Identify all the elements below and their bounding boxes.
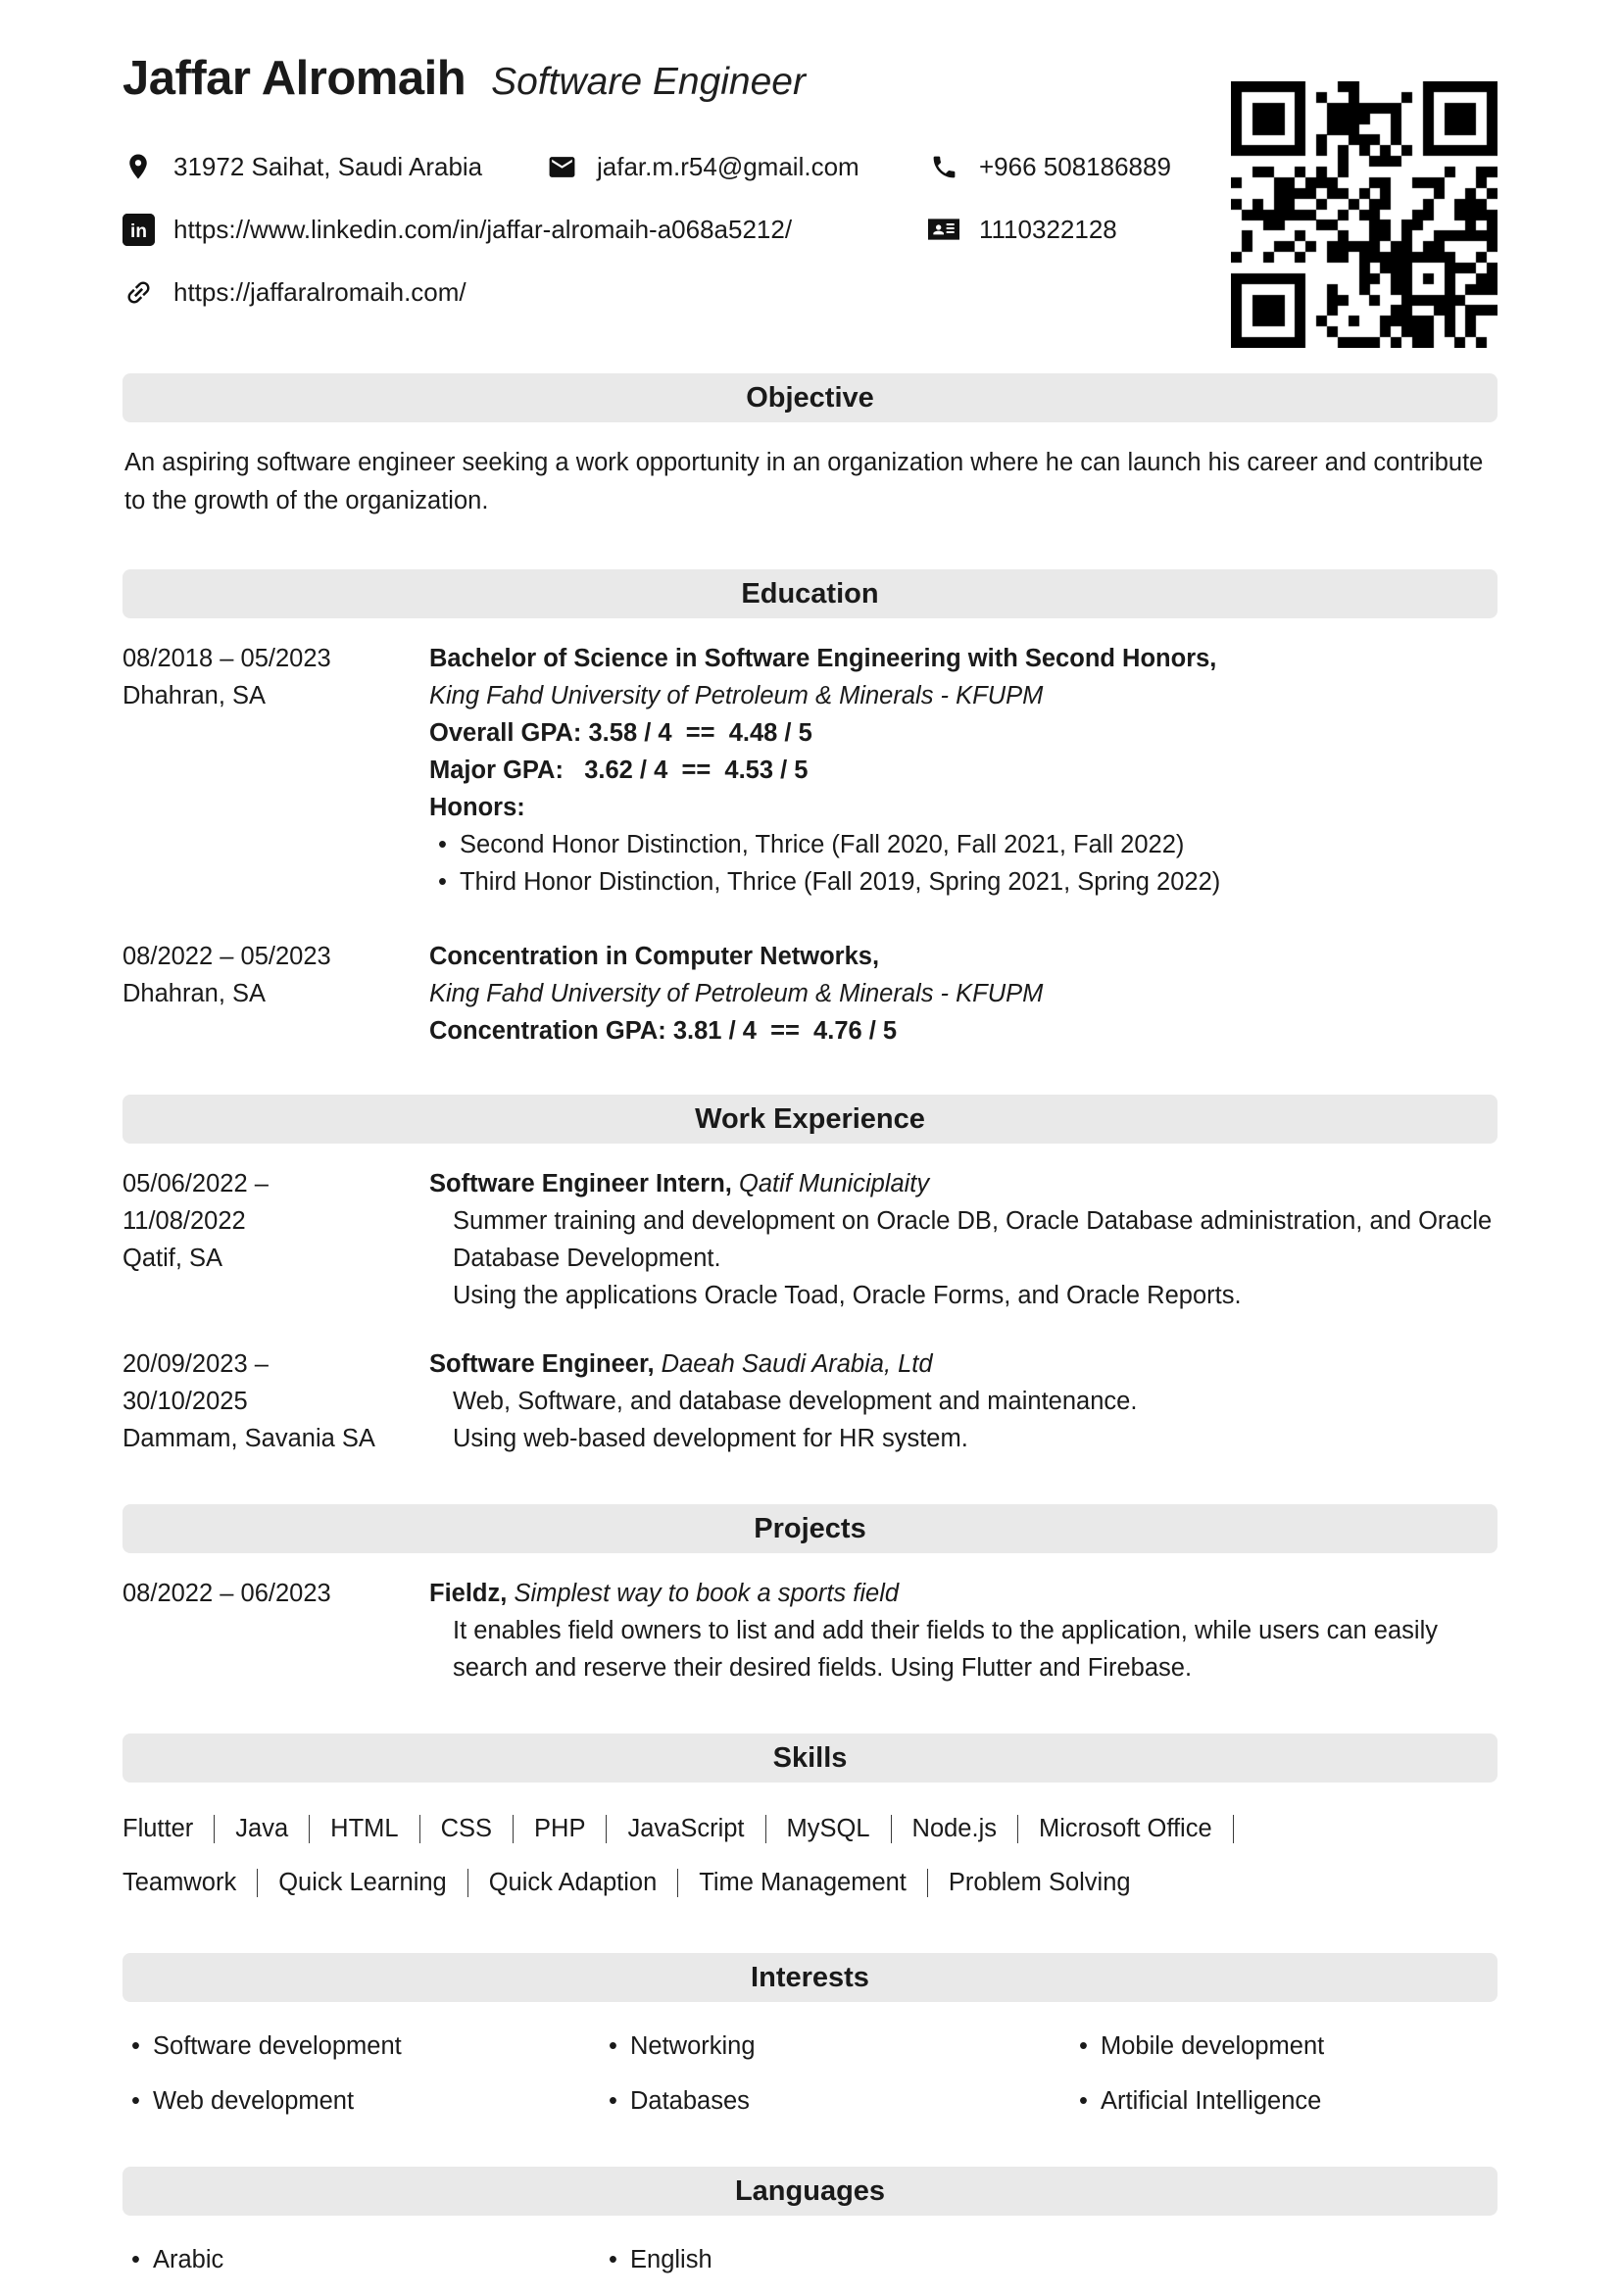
section-heading-text: Interests: [751, 1961, 869, 1993]
skill-item: Node.js: [911, 1815, 997, 1842]
interest-item: • Software development: [123, 2027, 600, 2065]
gpa-line: Overall GPA: 3.58 / 4 == 4.48 / 5: [429, 719, 812, 747]
section-heading-text: Work Experience: [695, 1102, 925, 1135]
contact-email[interactable]: [546, 151, 859, 182]
contact-row-1: [123, 151, 1220, 189]
person-name: Jaffar Alromaih: [123, 52, 466, 105]
skill-item: PHP: [534, 1815, 586, 1842]
section-work-experience: [123, 1095, 1497, 1457]
entry-location: Dhahran, SA: [123, 682, 267, 709]
skill-separator: [257, 1869, 258, 1897]
school-name: King Fahd University of Petroleum & Minerals - KFUPM: [429, 980, 1044, 1007]
date-range: 08/2022 – 05/2023: [123, 943, 331, 970]
gpa-line: Concentration GPA: 3.81 / 4 == 4.76 / 5: [429, 1017, 898, 1045]
interests-column-1: [123, 2027, 600, 2137]
phone-text: +966 508186889: [979, 151, 1171, 181]
qr-code: [1231, 81, 1497, 348]
honors-item: • Third Honor Distinction, Thrice (Fall 2019, Spring 2021, Spring 2022): [429, 863, 1497, 901]
project-tagline: Simplest way to book a sports field: [514, 1580, 900, 1607]
contact-row-2: [123, 214, 1220, 252]
skill-item: HTML: [330, 1815, 399, 1842]
entry-dates: [123, 1575, 429, 1686]
section-heading-text: Skills: [772, 1741, 848, 1774]
section-interests: [123, 1953, 1497, 2137]
skill-separator: [606, 1815, 607, 1843]
location-pin-icon: [123, 151, 154, 182]
skill-item: JavaScript: [627, 1815, 745, 1842]
date-range: 08/2018 – 05/2023: [123, 645, 331, 672]
role-description: Using the applications Oracle Toad, Oracle Forms, and Oracle Reports.: [453, 1282, 1242, 1309]
role-name: Software Engineer Intern,: [429, 1170, 732, 1197]
id-card-icon: [928, 214, 959, 245]
languages-columns: [123, 2241, 1497, 2296]
link-icon: [123, 276, 154, 308]
id-number-text: 1110322128: [979, 214, 1117, 244]
interest-item: • Web development: [123, 2082, 600, 2120]
interests-column-3: [1070, 2027, 1497, 2137]
interest-item: • Artificial Intelligence: [1070, 2082, 1497, 2120]
skill-separator: [927, 1869, 928, 1897]
skill-item: CSS: [440, 1815, 493, 1842]
skill-item: Flutter: [123, 1815, 194, 1842]
honors-item: • Second Honor Distinction, Thrice (Fall 2020, Fall 2021, Fall 2022): [429, 826, 1497, 863]
language-item: • English: [600, 2241, 1070, 2278]
section-objective: [123, 373, 1497, 520]
interests-column-2: [600, 2027, 1070, 2137]
role-description: Using web-based development for HR system.: [453, 1425, 968, 1452]
project-entry-1: [123, 1575, 1497, 1686]
skill-separator: [677, 1869, 678, 1897]
skill-separator: [1017, 1815, 1018, 1843]
languages-column-3: [1070, 2241, 1497, 2296]
work-entry-1: [123, 1165, 1497, 1314]
skill-item: Time Management: [699, 1869, 907, 1896]
education-entry-1: [123, 640, 1497, 901]
skill-item: Java: [235, 1815, 289, 1842]
entry-location: Qatif, SA: [123, 1245, 223, 1272]
interest-item: • Databases: [600, 2082, 1070, 2120]
person-job-title: Software Engineer: [491, 61, 806, 103]
section-heading-work: [123, 1095, 1497, 1144]
skills-list: [123, 1806, 1497, 1906]
section-heading-interests: [123, 1953, 1497, 2002]
section-heading-education: [123, 569, 1497, 618]
website-url-text: https://jaffaralromaih.com/: [173, 276, 466, 307]
skill-item: Teamwork: [123, 1869, 237, 1896]
languages-column-2: [600, 2241, 1070, 2296]
school-name: King Fahd University of Petroleum & Minerals - KFUPM: [429, 682, 1044, 709]
contact-id-number: [928, 214, 1117, 245]
section-heading-text: Projects: [754, 1512, 866, 1544]
date-line: 11/08/2022: [123, 1207, 246, 1235]
section-education: [123, 569, 1497, 1050]
entry-body: [429, 1165, 1497, 1314]
company-name: Qatif Municiplaity: [738, 1170, 930, 1197]
entry-location: Dhahran, SA: [123, 980, 267, 1007]
role-description: Summer training and development on Oracle DB, Oracle Database administration, and Oracle Database Development.: [453, 1207, 1493, 1272]
gpa-line: Major GPA: 3.62 / 4 == 4.53 / 5: [429, 757, 809, 784]
phone-icon: [928, 151, 959, 182]
skill-separator: [467, 1869, 468, 1897]
skills-line-2: [123, 1860, 1497, 1906]
skill-item: Problem Solving: [948, 1869, 1131, 1896]
section-languages: [123, 2167, 1497, 2296]
svg-text:in: in: [129, 220, 147, 242]
contact-block: [123, 151, 1220, 315]
project-description: It enables field owners to list and add their fields to the application, while users can easily search and reserve their desired fields. Using Flutter and Firebase.: [453, 1617, 1438, 1682]
section-heading-text: Languages: [734, 2174, 886, 2207]
skill-separator: [1233, 1815, 1234, 1843]
entry-dates: [123, 938, 429, 1050]
languages-column-1: [123, 2241, 600, 2296]
section-heading-objective: [123, 373, 1497, 422]
entry-dates: [123, 1345, 429, 1457]
section-heading-text: Objective: [746, 381, 874, 414]
education-entry-2: [123, 938, 1497, 1050]
email-text: jafar.m.r54@gmail.com: [597, 151, 859, 181]
section-projects: [123, 1504, 1497, 1686]
skill-item: Quick Adaption: [488, 1869, 658, 1896]
skill-separator: [891, 1815, 892, 1843]
date-line: 20/09/2023 –: [123, 1350, 269, 1378]
section-heading-languages: [123, 2167, 1497, 2216]
language-item: • Arabic: [123, 2241, 600, 2278]
section-skills: [123, 1734, 1497, 1906]
contact-linkedin[interactable]: [123, 214, 792, 245]
contact-website[interactable]: [123, 276, 466, 308]
entry-location: Dammam, Savania SA: [123, 1425, 375, 1452]
skill-separator: [214, 1815, 215, 1843]
skills-line-1: [123, 1806, 1497, 1852]
skill-separator: [513, 1815, 514, 1843]
contact-address: [123, 151, 482, 182]
date-line: 30/10/2025: [123, 1388, 248, 1415]
date-range: 08/2022 – 06/2023: [123, 1580, 331, 1607]
honors-label: Honors:: [429, 794, 525, 821]
objective-text: An aspiring software engineer seeking a work opportunity in an organization where he can launch his career and contribute to the growth of the organization.: [124, 449, 1484, 514]
skill-item: Quick Learning: [278, 1869, 447, 1896]
date-line: 05/06/2022 –: [123, 1170, 269, 1197]
skill-separator: [419, 1815, 420, 1843]
interest-item: • Mobile development: [1070, 2027, 1497, 2065]
role-title: [429, 1165, 1497, 1202]
interest-item: • Networking: [600, 2027, 1070, 2065]
skill-item: Microsoft Office: [1039, 1815, 1212, 1842]
project-name: Fieldz,: [429, 1580, 508, 1607]
section-heading-projects: [123, 1504, 1497, 1553]
skill-separator: [309, 1815, 310, 1843]
role-title: [429, 1345, 1497, 1383]
section-heading-skills: [123, 1734, 1497, 1783]
degree-title: Concentration in Computer Networks,: [429, 943, 880, 970]
contact-row-3: [123, 276, 1220, 315]
company-name: Daeah Saudi Arabia, Ltd: [661, 1350, 933, 1378]
honors-list: [429, 826, 1497, 901]
entry-body: [429, 640, 1497, 901]
contact-phone[interactable]: [928, 151, 1171, 182]
linkedin-url-text: https://www.linkedin.com/in/jaffar-alromaih-a068a5212/: [173, 214, 793, 244]
role-description: Web, Software, and database development and maintenance.: [453, 1388, 1138, 1415]
entry-body: [429, 938, 1497, 1050]
project-title: [429, 1575, 1497, 1612]
entry-dates: [123, 1165, 429, 1314]
skill-item: MySQL: [786, 1815, 870, 1842]
work-entry-2: [123, 1345, 1497, 1457]
email-icon: [546, 151, 577, 182]
entry-dates: [123, 640, 429, 901]
entry-body: [429, 1345, 1497, 1457]
role-name: Software Engineer,: [429, 1350, 655, 1378]
address-text: 31972 Saihat, Saudi Arabia: [173, 151, 483, 181]
entry-body: [429, 1575, 1497, 1686]
section-heading-text: Education: [741, 577, 879, 610]
skill-separator: [765, 1815, 766, 1843]
degree-title: Bachelor of Science in Software Engineering with Second Honors,: [429, 645, 1217, 672]
linkedin-icon: [123, 214, 154, 245]
interests-columns: [123, 2027, 1497, 2137]
